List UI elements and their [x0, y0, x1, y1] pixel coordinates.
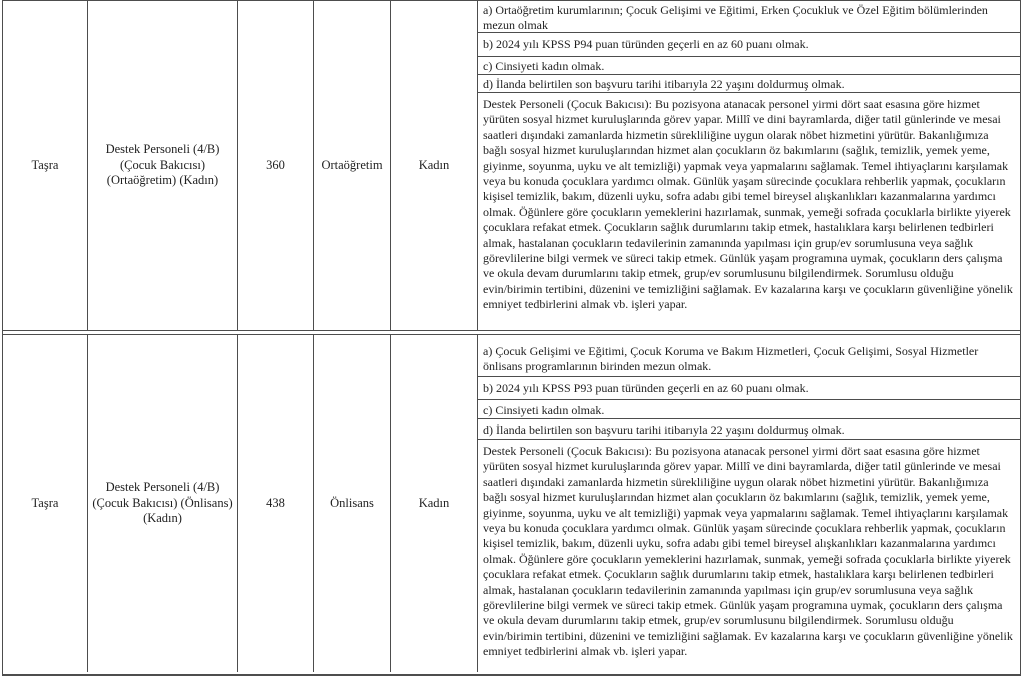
requirement-item-a: a) Ortaöğretim kurumlarının; Çocuk Gelişimi ve Eğitimi, Erken Çocukluk ve Özel Eğitim bölümlerinden mezun olmak	[483, 3, 988, 33]
cell-position-count: 438	[237, 335, 313, 672]
cell-education-level: Önlisans	[313, 335, 390, 672]
table-row	[3, 1, 1020, 331]
duties-paragraph: Destek Personeli (Çocuk Bakıcısı): Bu pozisyona atanacak personel yirmi dört saat esasına göre hizmet yürüten sosyal hizmet kuruluşlarında görev yapar. Millî ve dini bayramlarda, diğer tatil günlerinde ve mesai saatleri dışındaki zamanlarda hizmetin sürekliliğine uygun olarak nöbet hizmetini yürütür. Bakanlığımıza bağlı sosyal hizmet kuruluşlarından hizmet alan çocukların öz bakımlarını (sağlık, temizlik, yemek yeme, giyinme, soyunma, uyku ve alt temizliği) yapmak veya yapmalarını sağlamak. Temel ihtiyaçlarını karşılamak veya bu konuda çocuklara yardımcı olmak. Günlük yaşam sürecinde çocuklara rehberlik yapmak, çocukların kişisel temizlik, bakım, düzenli uyku, sofra adabı gibi temel bireysel alışkanlıkları kazanmalarına yardımcı olmak. Öğünlere göre çocukların yemeklerini hazırlamak, sunmak, yemeği sofrada çocuklarla birlikte yiyerek çocuklara refakat etmek. Çocukların sağlık durumlarını takip etmek, hastalıklara karşı belirlenen tedbirleri almak, hastalanan çocukların tedavilerinin zamanında yapılması için grup/ev sorumlusuna veya sağlık görevlilerine bilgi vermek ve süreci takip etmek. Günlük yaşam programına uymak, çocukların ders çalışma ve okula devam durumlarını takip etmek, grup/ev sorumlusunu bilgilendirmek. Sorumlusu olduğu evin/birimin tertibini, düzenini ve temizliğini sağlamak. Ev kazalarına karşı ve çocukların güvenliğine yönelik emniyet tedbirlerini almak vb. işleri yapar.	[478, 92, 1020, 330]
cell-requirements	[477, 1, 1020, 330]
requirement-item-d: d) İlanda belirtilen son başvuru tarihi itibarıyla 22 yaşını doldurmuş olmak.	[478, 418, 1020, 439]
job-posting-table	[2, 0, 1021, 676]
cell-position-title: Destek Personeli (4/B) (Çocuk Bakıcısı) (Ortaöğretim) (Kadın)	[87, 1, 237, 330]
requirement-item-b: b) 2024 yılı KPSS P93 puan türünden geçerli en az 60 puanı olmak.	[478, 376, 1020, 399]
requirement-item-d: d) İlanda belirtilen son başvuru tarihi itibarıyla 22 yaşını doldurmuş olmak.	[478, 74, 1020, 92]
cell-requirements	[477, 335, 1020, 672]
cell-education-level: Ortaöğretim	[313, 1, 390, 330]
cell-location: Taşra	[31, 157, 59, 172]
requirement-item-c: c) Cinsiyeti kadın olmak.	[478, 56, 1020, 74]
requirement-item-a: a) Çocuk Gelişimi ve Eğitimi, Çocuk Koruma ve Bakım Hizmetleri, Çocuk Gelişimi, Sosyal Hizmetler önlisans programlarının birinden mezun olmak.	[483, 344, 979, 374]
cell-gender: Kadın	[390, 335, 477, 672]
requirement-item-b: b) 2024 yılı KPSS P94 puan türünden geçerli en az 60 puanı olmak.	[478, 32, 1020, 56]
table-row	[3, 334, 1020, 672]
cell-location: Taşra	[31, 495, 59, 510]
cell-position-title: Destek Personeli (4/B) (Çocuk Bakıcısı) (Önlisans) (Kadın)	[87, 335, 237, 672]
cell-position-count: 360	[237, 1, 313, 330]
cell-gender: Kadın	[390, 1, 477, 330]
duties-paragraph: Destek Personeli (Çocuk Bakıcısı): Bu pozisyona atanacak personel yirmi dört saat esasına göre hizmet yürüten sosyal hizmet kuruluşlarında görev yapar. Millî ve dini bayramlarda, diğer tatil günlerinde ve mesai saatleri dışındaki zamanlarda hizmetin sürekliliğine uygun olarak nöbet hizmetini yürütür. Bakanlığımıza bağlı sosyal hizmet kuruluşlarından hizmet alan çocukların öz bakımlarını (sağlık, temizlik, yemek yeme, giyinme, soyunma, uyku ve alt temizliği) yapmak veya yapmalarını sağlamak. Temel ihtiyaçlarını karşılamak veya bu konuda çocuklara yardımcı olmak. Günlük yaşam sürecinde çocuklara rehberlik yapmak, çocukların kişisel temizlik, bakım, düzenli uyku, sofra adabı gibi temel bireysel alışkanlıkları kazanmalarına yardımcı olmak. Öğünlere göre çocukların yemeklerini hazırlamak, sunmak, yemeği sofrada çocuklarla birlikte yiyerek çocuklara refakat etmek. Çocukların sağlık durumlarını takip etmek, hastalıklara karşı belirlenen tedbirleri almak, hastalanan çocukların tedavilerinin zamanında yapılması için grup/ev sorumlusuna veya sağlık görevlilerine bilgi vermek ve süreci takip etmek. Günlük yaşam programına uymak, çocukların ders çalışma ve okula devam durumlarını takip etmek, grup/ev sorumlusunu bilgilendirmek. Sorumlusu olduğu evin/birimin tertibini, düzenini ve temizliğini sağlamak. Ev kazalarına karşı ve çocukların güvenliğine yönelik emniyet tedbirlerini almak vb. işleri yapar.	[478, 439, 1020, 672]
requirement-item-c: c) Cinsiyeti kadın olmak.	[478, 399, 1020, 418]
